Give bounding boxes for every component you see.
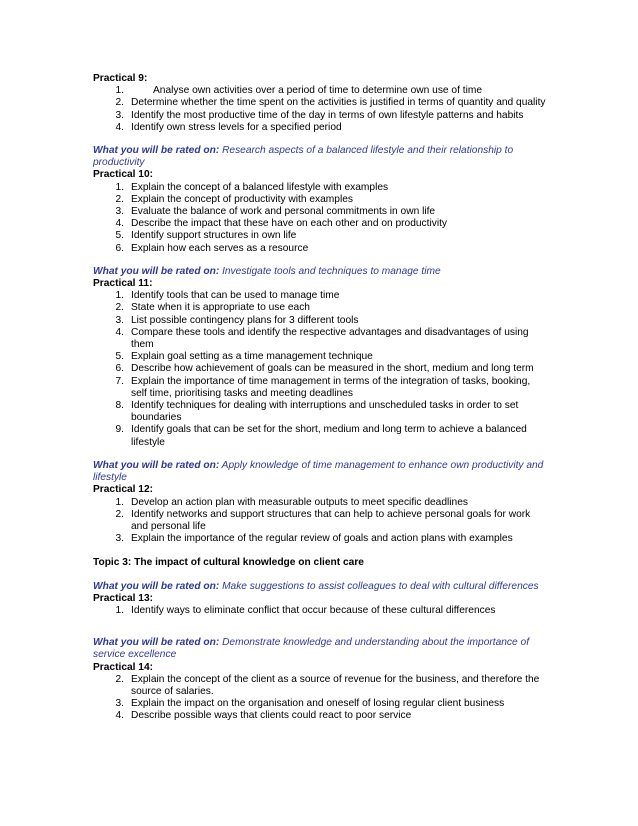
list-item <box>93 376 548 400</box>
list-item <box>93 97 548 109</box>
list-item <box>93 182 548 194</box>
item-number: 2. <box>115 673 124 685</box>
list-item <box>93 351 548 363</box>
item-number: 5. <box>115 230 124 242</box>
practical-13-title: Practical 13: <box>93 592 154 604</box>
practical-12-title: Practical 12: <box>93 484 154 496</box>
item-number: 4. <box>115 710 124 722</box>
item-text: Explain the impact on the organisation and oneself of losing regular client business <box>131 698 505 710</box>
item-number: 8. <box>115 400 124 412</box>
item-text: Develop an action plan with measurable outputs to meet specific deadlines <box>131 496 468 508</box>
item-text: Identify own stress levels for a specified period <box>131 121 342 133</box>
item-text: Explain the importance of the regular review of goals and action plans with examples <box>131 533 513 545</box>
item-number: 2. <box>115 508 124 520</box>
item-text: Identify ways to eliminate conflict that occur because of these cultural differences <box>131 604 496 616</box>
list-item <box>93 509 548 533</box>
rated-text: Investigate tools and techniques to manage time <box>222 265 441 277</box>
rated-lead: What you will be rated on: <box>93 580 220 592</box>
practical-11-title: Practical 11: <box>93 278 153 290</box>
item-text: Compare these tools and identify the respective advantages and disadvantages of using them <box>131 326 529 351</box>
list-item <box>93 194 548 206</box>
list-item <box>93 400 548 424</box>
practical-14-list <box>93 674 548 723</box>
practical-14-title: Practical 14: <box>93 661 154 673</box>
practical-10-title: Practical 10: <box>93 169 154 181</box>
item-text: Identify support structures in own life <box>131 230 297 242</box>
list-item <box>93 110 548 122</box>
list-item <box>93 710 548 722</box>
document-page <box>93 73 548 723</box>
item-text: Explain the importance of time management in terms of the integration of tasks, booking, self time, prioritising tasks and meeting deadlines <box>131 375 531 399</box>
item-text: Describe possible ways that clients could react to poor service <box>131 710 412 722</box>
item-number: 2. <box>115 302 124 314</box>
rated-on-14 <box>93 637 548 661</box>
practical-13-list <box>93 605 548 617</box>
item-text: Identify tools that can be used to manage time <box>131 290 340 302</box>
rated-on-13 <box>93 581 548 593</box>
item-text: Analyse own activities over a period of time to determine own use of time <box>153 85 482 97</box>
list-item <box>93 363 548 375</box>
item-text: State when it is appropriate to use each <box>131 302 310 314</box>
item-text: Evaluate the balance of work and personal commitments in own life <box>131 206 436 218</box>
item-number: 1. <box>115 85 124 97</box>
topic-3-heading: Topic 3: The impact of cultural knowledge on client care <box>93 557 364 569</box>
item-text: Explain the concept of the client as a source of revenue for the business, and therefore the source of salaries. <box>131 673 540 697</box>
item-number: 4. <box>115 326 124 338</box>
rated-lead: What you will be rated on: <box>93 145 220 157</box>
list-item <box>93 698 548 710</box>
rated-text: Apply knowledge of time management to enhance own productivity and lifestyle <box>93 459 544 484</box>
item-number: 4. <box>115 121 124 133</box>
item-number: 3. <box>115 533 124 545</box>
item-number: 6. <box>115 242 124 254</box>
rated-text: Make suggestions to assist colleagues to deal with cultural differences <box>222 580 539 592</box>
item-text: Explain goal setting as a time management technique <box>131 351 373 363</box>
practical-10-list <box>93 182 548 255</box>
item-number: 6. <box>115 363 124 375</box>
list-item <box>93 243 548 255</box>
rated-on-10 <box>93 145 548 169</box>
item-number: 3. <box>115 698 124 710</box>
rated-lead: What you will be rated on: <box>93 637 220 649</box>
list-item <box>93 206 548 218</box>
item-number: 3. <box>115 314 124 326</box>
rated-on-12 <box>93 460 548 484</box>
list-item <box>93 533 548 545</box>
item-text: Describe how achievement of goals can be measured in the short, medium and long term <box>131 363 534 375</box>
list-item <box>93 302 548 314</box>
item-number: 1. <box>115 496 124 508</box>
list-item <box>93 218 548 230</box>
list-item <box>93 290 548 302</box>
list-item <box>93 497 548 509</box>
list-item <box>93 122 548 134</box>
rated-text: Research aspects of a balanced lifestyle and their relationship to productivity <box>93 145 514 169</box>
item-number: 5. <box>115 351 124 363</box>
item-text: Identify networks and support structures that can help to achieve personal goals for work and personal life <box>131 508 531 532</box>
list-item <box>93 85 548 97</box>
item-text: Explain how each serves as a resource <box>131 242 309 254</box>
rated-on-11 <box>93 266 548 278</box>
item-number: 1. <box>115 290 124 302</box>
item-number: 3. <box>115 206 124 218</box>
practical-12-list <box>93 497 548 546</box>
item-number: 1. <box>115 181 124 193</box>
item-number: 7. <box>115 375 124 387</box>
list-item <box>93 315 548 327</box>
item-text: List possible contingency plans for 3 different tools <box>131 314 359 326</box>
item-number: 2. <box>115 97 124 109</box>
item-text: Describe the impact that these have on each other and on productivity <box>131 218 448 230</box>
list-item <box>93 605 548 617</box>
item-text: Determine whether the time spent on the activities is justified in terms of quantity and quality <box>131 97 546 109</box>
item-number: 9. <box>115 424 124 436</box>
practical-11-list <box>93 290 548 449</box>
rated-text: Demonstrate knowledge and understanding about the importance of service excellence <box>93 637 530 661</box>
item-text: Identify techniques for dealing with interruptions and unscheduled tasks in order to set boundaries <box>131 400 519 424</box>
item-number: 4. <box>115 218 124 230</box>
item-text: Identify the most productive time of the day in terms of own lifestyle patterns and habits <box>131 109 524 121</box>
item-number: 2. <box>115 193 124 205</box>
item-text: Identify goals that can be set for the short, medium and long term to achieve a balanced lifestyle <box>131 424 527 448</box>
rated-lead: What you will be rated on: <box>93 459 220 471</box>
list-item <box>93 327 548 351</box>
item-text: Explain the concept of a balanced lifestyle with examples <box>131 181 389 193</box>
practical-9-title: Practical 9: <box>93 73 148 84</box>
list-item <box>93 424 548 448</box>
item-text: Explain the concept of productivity with examples <box>131 193 353 205</box>
item-number: 3. <box>115 109 124 121</box>
list-item <box>93 674 548 698</box>
item-number: 1. <box>115 604 124 616</box>
rated-lead: What you will be rated on: <box>93 265 220 277</box>
list-item <box>93 230 548 242</box>
practical-9-list <box>93 85 548 134</box>
